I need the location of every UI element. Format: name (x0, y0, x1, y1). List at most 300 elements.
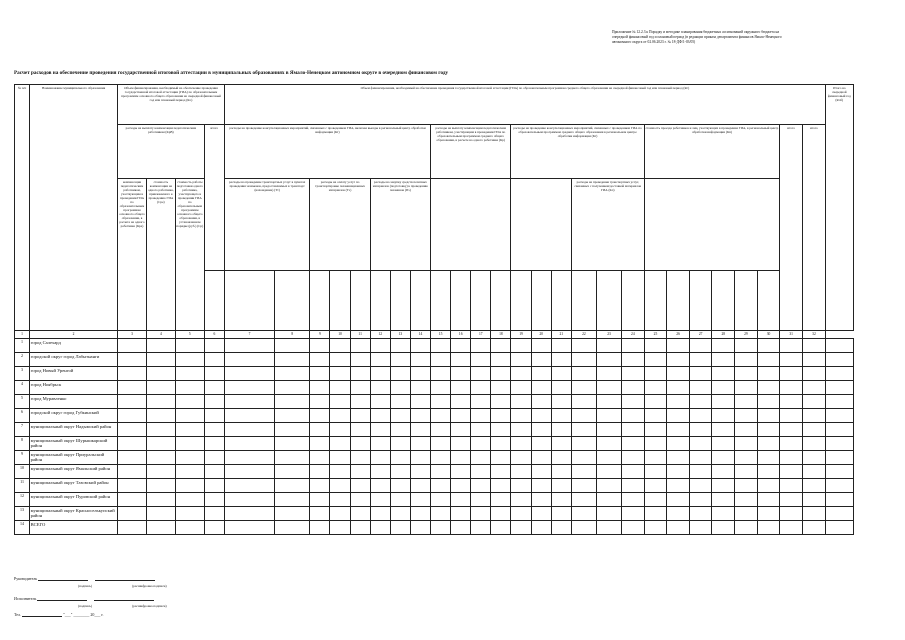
value-cell[interactable] (146, 437, 175, 451)
value-cell[interactable] (511, 339, 531, 353)
value-cell[interactable] (275, 479, 310, 493)
value-cell[interactable] (644, 465, 667, 479)
value-cell[interactable] (390, 395, 410, 409)
value-cell[interactable] (531, 507, 551, 521)
value-cell[interactable] (802, 521, 825, 535)
value-cell[interactable] (712, 409, 735, 423)
value-cell[interactable] (802, 395, 825, 409)
value-cell[interactable] (175, 521, 204, 535)
value-cell[interactable] (667, 507, 690, 521)
value-cell[interactable] (451, 409, 471, 423)
value-cell[interactable] (511, 381, 531, 395)
value-cell[interactable] (825, 493, 853, 507)
value-cell[interactable] (802, 465, 825, 479)
value-cell[interactable] (146, 339, 175, 353)
value-cell[interactable] (471, 395, 491, 409)
value-cell[interactable] (780, 465, 803, 479)
value-cell[interactable] (622, 353, 645, 367)
value-cell[interactable] (310, 479, 330, 493)
value-cell[interactable] (390, 465, 410, 479)
value-cell[interactable] (370, 437, 390, 451)
value-cell[interactable] (667, 437, 690, 451)
value-cell[interactable] (712, 507, 735, 521)
value-cell[interactable] (780, 437, 803, 451)
value-cell[interactable] (780, 521, 803, 535)
value-cell[interactable] (224, 451, 274, 465)
value-cell[interactable] (431, 423, 451, 437)
value-cell[interactable] (330, 381, 350, 395)
value-cell[interactable] (644, 507, 667, 521)
value-cell[interactable] (390, 339, 410, 353)
value-cell[interactable] (410, 493, 430, 507)
head-decode-field[interactable] (95, 580, 155, 581)
value-cell[interactable] (204, 451, 224, 465)
value-cell[interactable] (802, 339, 825, 353)
value-cell[interactable] (735, 395, 758, 409)
value-cell[interactable] (146, 381, 175, 395)
value-cell[interactable] (310, 381, 330, 395)
value-cell[interactable] (571, 507, 596, 521)
value-cell[interactable] (644, 381, 667, 395)
value-cell[interactable] (224, 353, 274, 367)
value-cell[interactable] (204, 465, 224, 479)
value-cell[interactable] (175, 493, 204, 507)
value-cell[interactable] (410, 437, 430, 451)
value-cell[interactable] (310, 367, 330, 381)
value-cell[interactable] (491, 423, 511, 437)
value-cell[interactable] (757, 423, 780, 437)
value-cell[interactable] (224, 367, 274, 381)
value-cell[interactable] (224, 437, 274, 451)
value-cell[interactable] (175, 507, 204, 521)
value-cell[interactable] (712, 493, 735, 507)
value-cell[interactable] (571, 437, 596, 451)
value-cell[interactable] (551, 451, 571, 465)
value-cell[interactable] (146, 479, 175, 493)
value-cell[interactable] (491, 479, 511, 493)
value-cell[interactable] (596, 493, 621, 507)
value-cell[interactable] (330, 395, 350, 409)
value-cell[interactable] (689, 367, 712, 381)
value-cell[interactable] (667, 409, 690, 423)
value-cell[interactable] (330, 353, 350, 367)
value-cell[interactable] (431, 437, 451, 451)
value-cell[interactable] (410, 521, 430, 535)
value-cell[interactable] (712, 521, 735, 535)
value-cell[interactable] (780, 493, 803, 507)
value-cell[interactable] (471, 437, 491, 451)
value-cell[interactable] (757, 367, 780, 381)
value-cell[interactable] (622, 437, 645, 451)
value-cell[interactable] (735, 423, 758, 437)
value-cell[interactable] (571, 395, 596, 409)
value-cell[interactable] (596, 381, 621, 395)
value-cell[interactable] (551, 353, 571, 367)
value-cell[interactable] (451, 367, 471, 381)
value-cell[interactable] (757, 437, 780, 451)
value-cell[interactable] (825, 451, 853, 465)
value-cell[interactable] (735, 465, 758, 479)
value-cell[interactable] (204, 381, 224, 395)
value-cell[interactable] (644, 451, 667, 465)
value-cell[interactable] (204, 367, 224, 381)
value-cell[interactable] (451, 339, 471, 353)
value-cell[interactable] (275, 381, 310, 395)
value-cell[interactable] (644, 339, 667, 353)
value-cell[interactable] (551, 493, 571, 507)
value-cell[interactable] (712, 395, 735, 409)
value-cell[interactable] (735, 479, 758, 493)
value-cell[interactable] (596, 353, 621, 367)
value-cell[interactable] (571, 339, 596, 353)
value-cell[interactable] (431, 409, 451, 423)
value-cell[interactable] (350, 493, 370, 507)
value-cell[interactable] (825, 437, 853, 451)
value-cell[interactable] (622, 409, 645, 423)
value-cell[interactable] (689, 521, 712, 535)
value-cell[interactable] (644, 367, 667, 381)
value-cell[interactable] (757, 465, 780, 479)
value-cell[interactable] (491, 451, 511, 465)
value-cell[interactable] (551, 521, 571, 535)
value-cell[interactable] (511, 465, 531, 479)
value-cell[interactable] (622, 423, 645, 437)
value-cell[interactable] (780, 507, 803, 521)
value-cell[interactable] (118, 367, 147, 381)
value-cell[interactable] (350, 521, 370, 535)
value-cell[interactable] (204, 493, 224, 507)
value-cell[interactable] (571, 465, 596, 479)
value-cell[interactable] (511, 521, 531, 535)
value-cell[interactable] (735, 493, 758, 507)
value-cell[interactable] (410, 339, 430, 353)
value-cell[interactable] (350, 451, 370, 465)
value-cell[interactable] (451, 395, 471, 409)
value-cell[interactable] (275, 493, 310, 507)
value-cell[interactable] (471, 353, 491, 367)
value-cell[interactable] (390, 367, 410, 381)
value-cell[interactable] (431, 395, 451, 409)
value-cell[interactable] (224, 395, 274, 409)
value-cell[interactable] (410, 507, 430, 521)
value-cell[interactable] (596, 423, 621, 437)
value-cell[interactable] (224, 465, 274, 479)
value-cell[interactable] (390, 507, 410, 521)
value-cell[interactable] (275, 507, 310, 521)
value-cell[interactable] (204, 423, 224, 437)
value-cell[interactable] (491, 465, 511, 479)
value-cell[interactable] (596, 465, 621, 479)
value-cell[interactable] (571, 493, 596, 507)
value-cell[interactable] (491, 353, 511, 367)
value-cell[interactable] (118, 493, 147, 507)
value-cell[interactable] (802, 507, 825, 521)
value-cell[interactable] (622, 367, 645, 381)
value-cell[interactable] (390, 423, 410, 437)
value-cell[interactable] (622, 339, 645, 353)
value-cell[interactable] (451, 493, 471, 507)
value-cell[interactable] (712, 381, 735, 395)
value-cell[interactable] (689, 507, 712, 521)
value-cell[interactable] (491, 395, 511, 409)
value-cell[interactable] (275, 437, 310, 451)
value-cell[interactable] (471, 465, 491, 479)
value-cell[interactable] (410, 465, 430, 479)
value-cell[interactable] (370, 395, 390, 409)
value-cell[interactable] (622, 381, 645, 395)
value-cell[interactable] (471, 507, 491, 521)
value-cell[interactable] (370, 465, 390, 479)
value-cell[interactable] (757, 479, 780, 493)
value-cell[interactable] (204, 339, 224, 353)
value-cell[interactable] (551, 409, 571, 423)
value-cell[interactable] (689, 395, 712, 409)
value-cell[interactable] (571, 409, 596, 423)
value-cell[interactable] (571, 423, 596, 437)
value-cell[interactable] (644, 409, 667, 423)
value-cell[interactable] (204, 353, 224, 367)
value-cell[interactable] (511, 437, 531, 451)
value-cell[interactable] (175, 437, 204, 451)
value-cell[interactable] (802, 479, 825, 493)
value-cell[interactable] (310, 507, 330, 521)
value-cell[interactable] (471, 423, 491, 437)
value-cell[interactable] (712, 423, 735, 437)
value-cell[interactable] (596, 451, 621, 465)
value-cell[interactable] (370, 507, 390, 521)
value-cell[interactable] (310, 409, 330, 423)
value-cell[interactable] (825, 353, 853, 367)
value-cell[interactable] (667, 423, 690, 437)
value-cell[interactable] (802, 493, 825, 507)
value-cell[interactable] (275, 521, 310, 535)
value-cell[interactable] (330, 493, 350, 507)
value-cell[interactable] (431, 353, 451, 367)
value-cell[interactable] (471, 521, 491, 535)
value-cell[interactable] (757, 521, 780, 535)
value-cell[interactable] (310, 353, 330, 367)
value-cell[interactable] (825, 409, 853, 423)
value-cell[interactable] (370, 493, 390, 507)
value-cell[interactable] (551, 367, 571, 381)
value-cell[interactable] (370, 521, 390, 535)
value-cell[interactable] (825, 367, 853, 381)
value-cell[interactable] (757, 395, 780, 409)
value-cell[interactable] (146, 521, 175, 535)
value-cell[interactable] (224, 423, 274, 437)
value-cell[interactable] (431, 339, 451, 353)
value-cell[interactable] (667, 381, 690, 395)
value-cell[interactable] (531, 521, 551, 535)
value-cell[interactable] (712, 451, 735, 465)
date-field[interactable]: "___" ________ 20___ г. (63, 612, 104, 617)
value-cell[interactable] (390, 409, 410, 423)
value-cell[interactable] (757, 409, 780, 423)
value-cell[interactable] (451, 479, 471, 493)
value-cell[interactable] (390, 493, 410, 507)
value-cell[interactable] (350, 479, 370, 493)
value-cell[interactable] (146, 367, 175, 381)
value-cell[interactable] (118, 409, 147, 423)
value-cell[interactable] (451, 451, 471, 465)
value-cell[interactable] (825, 465, 853, 479)
value-cell[interactable] (431, 521, 451, 535)
value-cell[interactable] (689, 451, 712, 465)
value-cell[interactable] (431, 367, 451, 381)
value-cell[interactable] (622, 521, 645, 535)
value-cell[interactable] (410, 367, 430, 381)
executor-sign-field[interactable] (37, 600, 87, 601)
value-cell[interactable] (370, 381, 390, 395)
value-cell[interactable] (330, 451, 350, 465)
value-cell[interactable] (204, 409, 224, 423)
value-cell[interactable] (410, 409, 430, 423)
value-cell[interactable] (757, 339, 780, 353)
value-cell[interactable] (451, 465, 471, 479)
value-cell[interactable] (431, 507, 451, 521)
value-cell[interactable] (667, 493, 690, 507)
value-cell[interactable] (175, 423, 204, 437)
value-cell[interactable] (491, 409, 511, 423)
value-cell[interactable] (712, 353, 735, 367)
value-cell[interactable] (511, 479, 531, 493)
value-cell[interactable] (118, 507, 147, 521)
value-cell[interactable] (390, 521, 410, 535)
value-cell[interactable] (667, 521, 690, 535)
value-cell[interactable] (118, 479, 147, 493)
value-cell[interactable] (802, 367, 825, 381)
value-cell[interactable] (370, 353, 390, 367)
value-cell[interactable] (551, 507, 571, 521)
value-cell[interactable] (644, 353, 667, 367)
value-cell[interactable] (410, 423, 430, 437)
value-cell[interactable] (622, 493, 645, 507)
value-cell[interactable] (689, 493, 712, 507)
value-cell[interactable] (330, 479, 350, 493)
value-cell[interactable] (118, 381, 147, 395)
value-cell[interactable] (551, 395, 571, 409)
value-cell[interactable] (712, 465, 735, 479)
value-cell[interactable] (802, 451, 825, 465)
value-cell[interactable] (571, 381, 596, 395)
value-cell[interactable] (667, 367, 690, 381)
value-cell[interactable] (689, 465, 712, 479)
value-cell[interactable] (146, 423, 175, 437)
value-cell[interactable] (571, 367, 596, 381)
value-cell[interactable] (667, 353, 690, 367)
value-cell[interactable] (825, 395, 853, 409)
value-cell[interactable] (735, 437, 758, 451)
value-cell[interactable] (350, 437, 370, 451)
value-cell[interactable] (622, 465, 645, 479)
value-cell[interactable] (511, 493, 531, 507)
value-cell[interactable] (370, 367, 390, 381)
value-cell[interactable] (689, 339, 712, 353)
value-cell[interactable] (431, 493, 451, 507)
phone-field[interactable] (22, 616, 62, 617)
value-cell[interactable] (175, 465, 204, 479)
value-cell[interactable] (757, 381, 780, 395)
value-cell[interactable] (689, 437, 712, 451)
value-cell[interactable] (310, 451, 330, 465)
value-cell[interactable] (551, 423, 571, 437)
value-cell[interactable] (491, 381, 511, 395)
value-cell[interactable] (204, 437, 224, 451)
value-cell[interactable] (310, 339, 330, 353)
value-cell[interactable] (780, 409, 803, 423)
value-cell[interactable] (146, 451, 175, 465)
value-cell[interactable] (118, 395, 147, 409)
value-cell[interactable] (350, 395, 370, 409)
value-cell[interactable] (667, 465, 690, 479)
value-cell[interactable] (451, 423, 471, 437)
value-cell[interactable] (644, 479, 667, 493)
value-cell[interactable] (390, 479, 410, 493)
value-cell[interactable] (531, 409, 551, 423)
value-cell[interactable] (757, 353, 780, 367)
value-cell[interactable] (146, 409, 175, 423)
value-cell[interactable] (667, 395, 690, 409)
head-sign-field[interactable] (38, 580, 88, 581)
value-cell[interactable] (644, 521, 667, 535)
value-cell[interactable] (596, 521, 621, 535)
value-cell[interactable] (511, 507, 531, 521)
value-cell[interactable] (146, 493, 175, 507)
value-cell[interactable] (667, 451, 690, 465)
value-cell[interactable] (735, 451, 758, 465)
value-cell[interactable] (146, 465, 175, 479)
value-cell[interactable] (491, 507, 511, 521)
value-cell[interactable] (275, 339, 310, 353)
value-cell[interactable] (735, 409, 758, 423)
value-cell[interactable] (471, 479, 491, 493)
value-cell[interactable] (757, 493, 780, 507)
value-cell[interactable] (511, 409, 531, 423)
value-cell[interactable] (825, 507, 853, 521)
value-cell[interactable] (511, 423, 531, 437)
value-cell[interactable] (825, 479, 853, 493)
value-cell[interactable] (622, 507, 645, 521)
value-cell[interactable] (551, 437, 571, 451)
value-cell[interactable] (451, 507, 471, 521)
value-cell[interactable] (175, 395, 204, 409)
value-cell[interactable] (802, 409, 825, 423)
value-cell[interactable] (596, 339, 621, 353)
value-cell[interactable] (551, 479, 571, 493)
value-cell[interactable] (118, 451, 147, 465)
value-cell[interactable] (571, 353, 596, 367)
value-cell[interactable] (491, 437, 511, 451)
value-cell[interactable] (310, 521, 330, 535)
value-cell[interactable] (350, 381, 370, 395)
value-cell[interactable] (118, 353, 147, 367)
value-cell[interactable] (390, 437, 410, 451)
value-cell[interactable] (596, 367, 621, 381)
value-cell[interactable] (644, 493, 667, 507)
value-cell[interactable] (531, 367, 551, 381)
value-cell[interactable] (175, 339, 204, 353)
value-cell[interactable] (310, 437, 330, 451)
value-cell[interactable] (175, 367, 204, 381)
value-cell[interactable] (531, 339, 551, 353)
value-cell[interactable] (531, 423, 551, 437)
value-cell[interactable] (224, 493, 274, 507)
value-cell[interactable] (350, 367, 370, 381)
value-cell[interactable] (410, 479, 430, 493)
value-cell[interactable] (370, 423, 390, 437)
value-cell[interactable] (310, 395, 330, 409)
value-cell[interactable] (350, 409, 370, 423)
